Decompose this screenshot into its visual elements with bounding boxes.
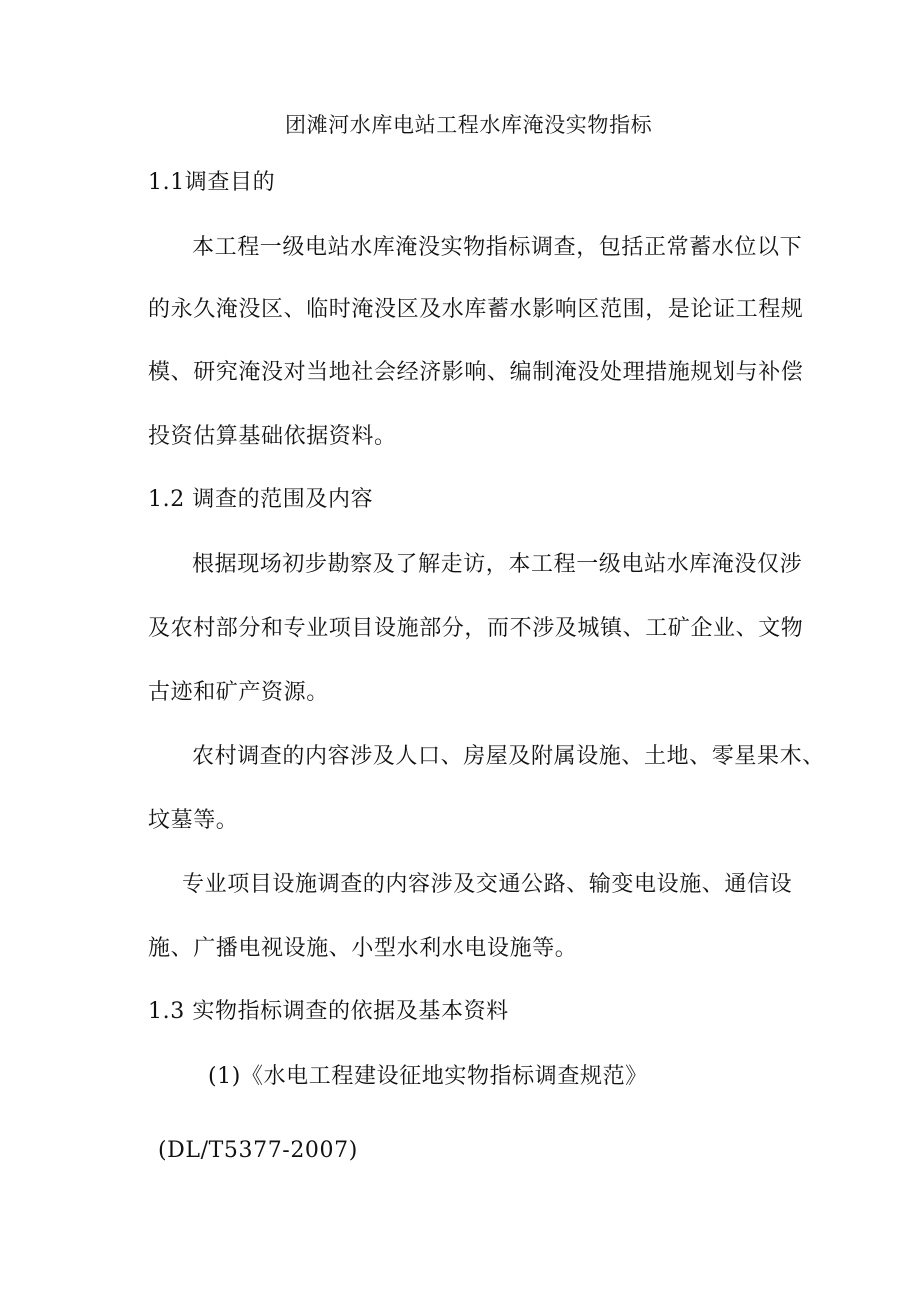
section-1-1-heading: 1.1调查目的: [148, 170, 276, 195]
section-1-3-heading: 1.3 实物指标调查的依据及基本资料: [148, 999, 509, 1024]
document-title: 团滩河水库电站工程水库淹没实物指标: [285, 113, 653, 137]
section-1-1-para1-line2: 的永久淹没区、临时淹没区及水库蓄水影响区范围，是论证工程规: [148, 297, 804, 322]
section-1-1-para1-line4: 投资估算基础依据资料。: [148, 424, 397, 449]
section-1-3-item1-line1: (1)《水电工程建设征地实物指标调查规范》: [208, 1064, 648, 1089]
section-1-2-para3-line1: 专业项目设施调查的内容涉及交通公路、输变电设施、通信设: [182, 872, 793, 897]
section-1-1-para1-line1: 本工程一级电站水库淹没实物指标调查，包括正常蓄水位以下: [192, 235, 803, 260]
section-1-2-para3-line2: 施、广播电视设施、小型水利水电设施等。: [148, 936, 578, 961]
section-1-2-heading: 1.2 调查的范围及内容: [148, 487, 374, 512]
section-1-2-para2-line2: 坟墓等。: [148, 808, 239, 833]
section-1-2-para2-line1: 农村调查的内容涉及人口、房屋及附属设施、土地、零星果木、: [192, 744, 825, 769]
section-1-2-para1-line3: 古迹和矿产资源。: [148, 680, 329, 705]
section-1-2-para1-line1: 根据现场初步勘察及了解走访，本工程一级电站水库淹没仅涉: [192, 552, 803, 577]
section-1-1-para1-line3: 模、研究淹没对当地社会经济影响、编制淹没处理措施规划与补偿: [148, 360, 804, 385]
section-1-3-item1-line2: (DL/T5377-2007): [158, 1138, 358, 1163]
section-1-2-para1-line2: 及农村部分和专业项目设施部分，而不涉及城镇、工矿企业、文物: [148, 616, 804, 641]
